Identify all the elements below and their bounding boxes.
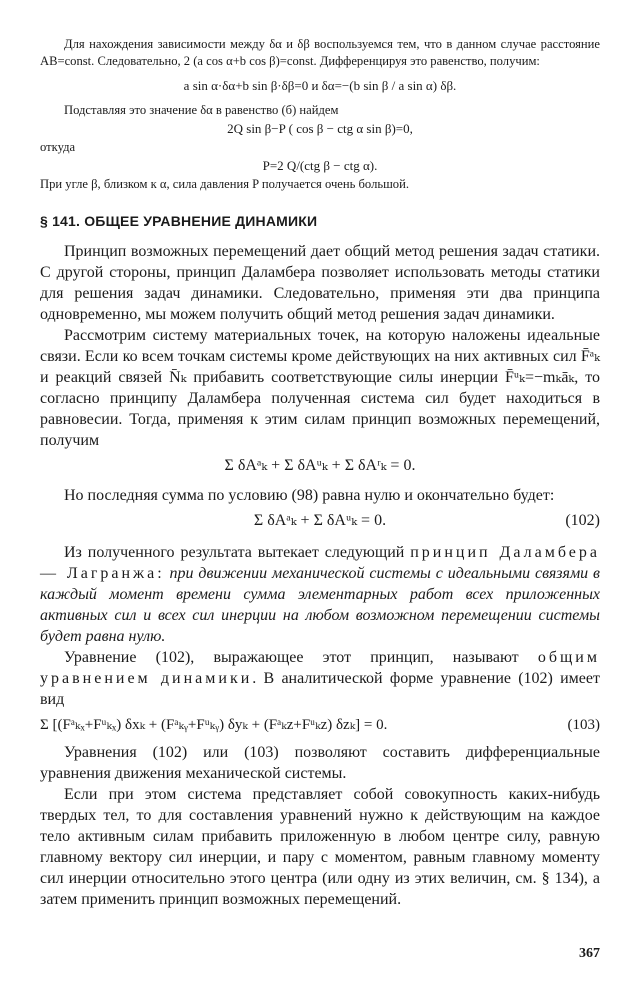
principle-name: принцип Даламбера — Лагранжа: [40, 544, 601, 582]
principle-lead: Из полученного результата вытекает следующий [64, 544, 411, 561]
body-paragraph-5 [40, 647, 600, 710]
body-paragraph-7: Если при этом система представляет собой совокупность каких-нибудь твердых тел, то для составления уравнений нужно к действующим на каждое тело активным силам прибавить приложенную в любом центре силу, равную главному вектору сил инерции, и пару с моментом, равным главному моменту сил инерции относительно этого центра (или одну из этих величин, см. § 134), а затем применить принцип возможных перемещений. [40, 786, 600, 908]
body-equation-2: Σ δAᵃₖ + Σ δAᵘₖ = 0. [253, 512, 387, 529]
general-equation-term: общим уравнением динамики [40, 649, 600, 687]
page-number: 367 [579, 946, 600, 961]
body-paragraph-1: Принцип возможных перемещений дает общий метод решения задач статики. С другой стороны, принцип Даламбера позволяет использовать методы статики для решения задач динамики. Следовательно, применяя эти два принципа одновременно, мы можем получить общий метод решения задач динамики. [40, 243, 600, 323]
section-heading: § 141. ОБЩЕЕ УРАВНЕНИЕ ДИНАМИКИ [40, 213, 318, 229]
intro-paragraph-1: Для нахождения зависимости между δα и δβ воспользуемся тем, что в данном случае расстояние AB=const. Следовательно, 2 (a cos α+b cos β)=const. Дифференцируя это равенство, получим: [40, 37, 600, 68]
principle-statement: при движении механической системы с идеальными связями в каждый момент времени сумма элементарных работ всех приложенных активных сил и всех сил инерции на любом возможном перемещении системы будет равна нулю. [40, 565, 601, 645]
body-paragraph-6: Уравнения (102) или (103) позволяют составить дифференциальные уравнения движения механической системы. [40, 744, 600, 782]
body-equation-3: Σ [(Fᵃₖₓ+Fᵘₖₓ) δxₖ + (Fᵃₖᵧ+Fᵘₖᵧ) δyₖ + (Fᵃₖz+Fᵘₖz) δzₖ] = 0. [40, 717, 388, 733]
equation-103-row [40, 712, 600, 738]
intro-paragraph-4: При угле β, близком к α, сила давления P получается очень большой. [40, 177, 409, 191]
body-equation-1: Σ δAᵃₖ + Σ δAᵘₖ + Σ δAʳₖ = 0. [224, 457, 416, 474]
intro-equation-3: P=2 Q/(ctg β − ctg α). [262, 158, 378, 173]
body-paragraph-2: Рассмотрим систему материальных точек, на которую наложены идеальные связи. Если ко всем точкам системы кроме действующих на них активных сил F̄ᵃₖ и реакций связей N̄ₖ прибавить соответствующие силы инерции F̄ᵘₖ=−mₖāₖ, то согласно принципу Даламбера полученная система сил будет находиться в равновесии. Тогда, применяя к этим силам принцип возможных перемещений, получим [40, 327, 600, 449]
intro-paragraph-2: Подставляя это значение δα в равенство (б) найдем [64, 103, 339, 117]
equation-tail: . В аналитической форме уравнение (102) имеет вид [40, 670, 600, 708]
page-content [40, 36, 600, 910]
equation-lead: Уравнение (102), выражающее этот принцип, называют [64, 649, 538, 666]
equation-102-row [40, 508, 600, 534]
equation-number-103: (103) [567, 717, 600, 733]
equation-number-102: (102) [565, 512, 600, 529]
intro-paragraph-3: откуда [40, 140, 76, 154]
intro-equation-1: a sin α·δα+b sin β·δβ=0 и δα=−(b sin β / a sin α) δβ. [183, 78, 457, 93]
body-paragraph-4 [40, 542, 600, 647]
body-paragraph-3: Но последняя сумма по условию (98) равна нулю и окончательно будет: [64, 487, 555, 504]
intro-equation-2: 2Q sin β−P ( cos β − ctg α sin β)=0, [227, 121, 413, 136]
